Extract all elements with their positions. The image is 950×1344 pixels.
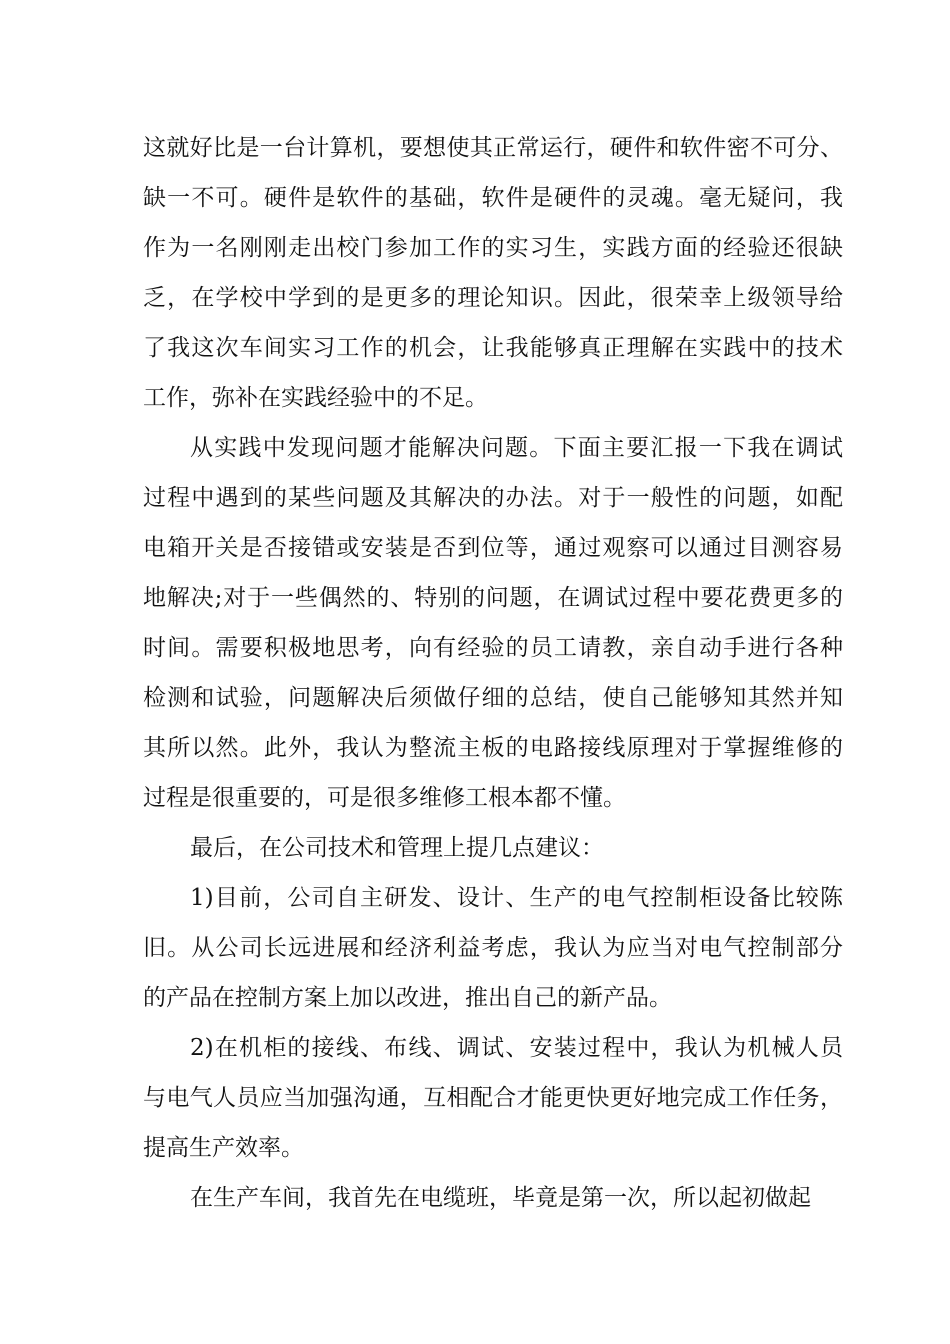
paragraph xyxy=(143,123,843,423)
paragraph-line: 提高生产效率。 xyxy=(143,1135,304,1161)
paragraph xyxy=(143,823,843,873)
paragraph-line: 缺一不可。硬件是软件的基础，软件是硬件的灵魂。毫无疑问，我 xyxy=(143,185,843,211)
paragraph xyxy=(143,873,843,1023)
paragraph-line: 了我这次车间实习工作的机会，让我能够真正理解在实践中的技术 xyxy=(143,335,843,361)
paragraph-line: 的产品在控制方案上加以改进，推出自己的新产品。 xyxy=(143,985,672,1011)
paragraph-line: 过程是很重要的，可是很多维修工根本都不懂。 xyxy=(143,785,626,811)
paragraph-line: 检测和试验，问题解决后须做仔细的总结，使自己能够知其然并知 xyxy=(143,685,843,711)
paragraph-line: 作为一名刚刚走出校门参加工作的实习生，实践方面的经验还很缺 xyxy=(143,235,843,261)
paragraph-line: 乏，在学校中学到的是更多的理论知识。因此，很荣幸上级领导给 xyxy=(143,285,843,311)
paragraph-line: 与电气人员应当加强沟通，互相配合才能更快更好地完成工作任务， xyxy=(143,1085,843,1111)
paragraph-line: 最后，在公司技术和管理上提几点建议： xyxy=(190,835,604,861)
paragraph xyxy=(143,423,843,823)
paragraph-line: 其所以然。此外，我认为整流主板的电路接线原理对于掌握维修的 xyxy=(143,735,843,761)
document-body xyxy=(143,123,843,1223)
paragraph-line: 时间。需要积极地思考，向有经验的员工请教，亲自动手进行各种 xyxy=(143,635,843,661)
paragraph-line: 从实践中发现问题才能解决问题。下面主要汇报一下我在调试 xyxy=(190,435,843,461)
paragraph-line: 工作，弥补在实践经验中的不足。 xyxy=(143,385,488,411)
paragraph-line: 地解决;对于一些偶然的、特别的问题，在调试过程中要花费更多的 xyxy=(143,585,843,611)
paragraph-line: 2)在机柜的接线、布线、调试、安装过程中，我认为机械人员 xyxy=(190,1035,843,1061)
paragraph-line: 1)目前，公司自主研发、设计、生产的电气控制柜设备比较陈 xyxy=(190,885,843,911)
paragraph xyxy=(143,1173,843,1223)
paragraph-line: 过程中遇到的某些问题及其解决的办法。对于一般性的问题，如配 xyxy=(143,485,843,511)
paragraph xyxy=(143,1023,843,1173)
paragraph-line: 旧。从公司长远进展和经济利益考虑，我认为应当对电气控制部分 xyxy=(143,935,843,961)
paragraph-line: 在生产车间，我首先在电缆班，毕竟是第一次，所以起初做起 xyxy=(190,1185,811,1211)
paragraph-line: 这就好比是一台计算机，要想使其正常运行，硬件和软件密不可分、 xyxy=(143,135,843,161)
paragraph-line: 电箱开关是否接错或安装是否到位等，通过观察可以通过目测容易 xyxy=(143,535,843,561)
